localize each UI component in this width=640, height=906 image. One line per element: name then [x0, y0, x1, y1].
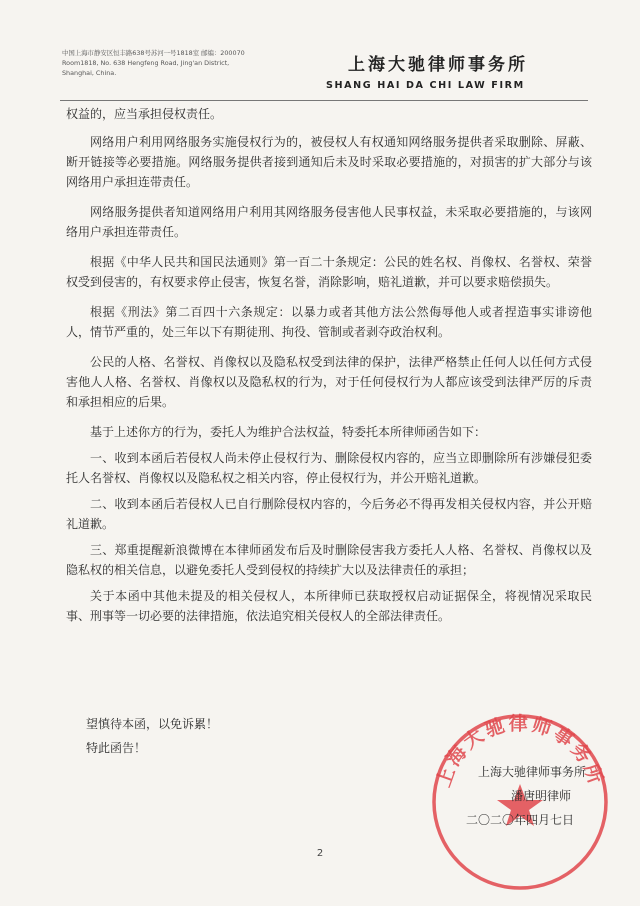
closing [86, 712, 218, 760]
paragraph-7: 一、收到本函后若侵权人尚未停止侵权行为、删除侵权内容的，应当立即删除所有涉嫌侵犯委托人名誉权、肖像权以及隐私权之相关内容，停止侵权行为，并公开赔礼道歉。 [66, 451, 592, 485]
paragraph-0: 权益的，应当承担侵权责任。 [66, 107, 223, 121]
paragraph-5: 公民的人格、名誉权、肖像权以及隐私权受到法律的保护，法律严格禁止任何人以任何方式侵害他人人格、名誉权、肖像权以及隐私权的行为，对于任何侵权行为人都应该受到法律严厉的斥责和承担相应的后果。 [66, 355, 592, 409]
seal-text: 上海大驰律师事务所 [432, 712, 608, 790]
address-en-line1: Room1818, No. 638 Hengfeng Road, Jing'an District, [62, 59, 230, 67]
paragraph-4: 根据《刑法》第二百四十六条规定：以暴力或者其他方法公然侮辱他人或者捏造事实诽谤他人，情节严重的，处三年以下有期徒刑、拘役、管制或者剥夺政治权利。 [66, 305, 592, 339]
firm-name-cn: 上海大驰律师事务所 [348, 55, 528, 75]
page-number: 2 [316, 848, 324, 859]
paragraph-2: 网络服务提供者知道网络用户利用其网络服务侵害他人民事权益，未采取必要措施的，与该网络用户承担连带责任。 [66, 205, 592, 239]
closing-line2: 特此函告！ [86, 741, 147, 755]
letter-body [66, 104, 592, 636]
address-en-line2: Shanghai, China. [62, 69, 117, 77]
paragraph-6 [66, 422, 592, 442]
firm-name-en: SHANG HAI DA CHI LAW FIRM [326, 80, 525, 91]
paragraph-9: 三、郑重提醒新浪微博在本律师函发布后及时删除侵害我方委托人人格、名誉权、肖像权以及隐私权的相关信息，以避免委托人受到侵权的持续扩大以及法律责任的承担； [66, 543, 592, 577]
header-divider [60, 100, 588, 101]
signature-block [456, 760, 626, 832]
signature-date: 二〇二〇年四月七日 [466, 813, 575, 827]
signature-lawyer: 潘唐明律师 [511, 789, 572, 803]
address-cn: 中国上海市静安区恒丰路638号苏河一号1818室 邮编：200070 [62, 49, 245, 57]
letterhead-address [62, 48, 312, 78]
signature-firm: 上海大驰律师事务所 [478, 765, 587, 779]
paragraph-1: 网络用户利用网络服务实施侵权行为的，被侵权人有权通知网络服务提供者采取删除、屏蔽、断开链接等必要措施。网络服务提供者接到通知后未及时采取必要措施的，对损害的扩大部分与该网络用户承担连带责任。 [66, 135, 592, 189]
paragraph-10: 关于本函中其他未提及的相关侵权人，本所律师已获取授权启动证据保全，将视情况采取民事、刑事等一切必要的法律措施，依法追究相关侵权人的全部法律责任。 [66, 589, 592, 623]
paragraph-8: 二、收到本函后若侵权人已自行删除侵权内容的，今后务必不得再发相关侵权内容，并公开赔礼道歉。 [66, 497, 592, 531]
paragraph-6-text: 基于上述你方的行为，委托人为维护合法权益，特委托本所律师函告如下： [90, 425, 487, 439]
paragraph-3: 根据《中华人民共和国民法通则》第一百二十条规定：公民的姓名权、肖像权、名誉权、荣誉权受到侵害的，有权要求停止侵害，恢复名誉，消除影响，赔礼道歉，并可以要求赔偿损失。 [66, 255, 592, 289]
closing-line1: 望慎待本函，以免诉累！ [86, 717, 219, 731]
